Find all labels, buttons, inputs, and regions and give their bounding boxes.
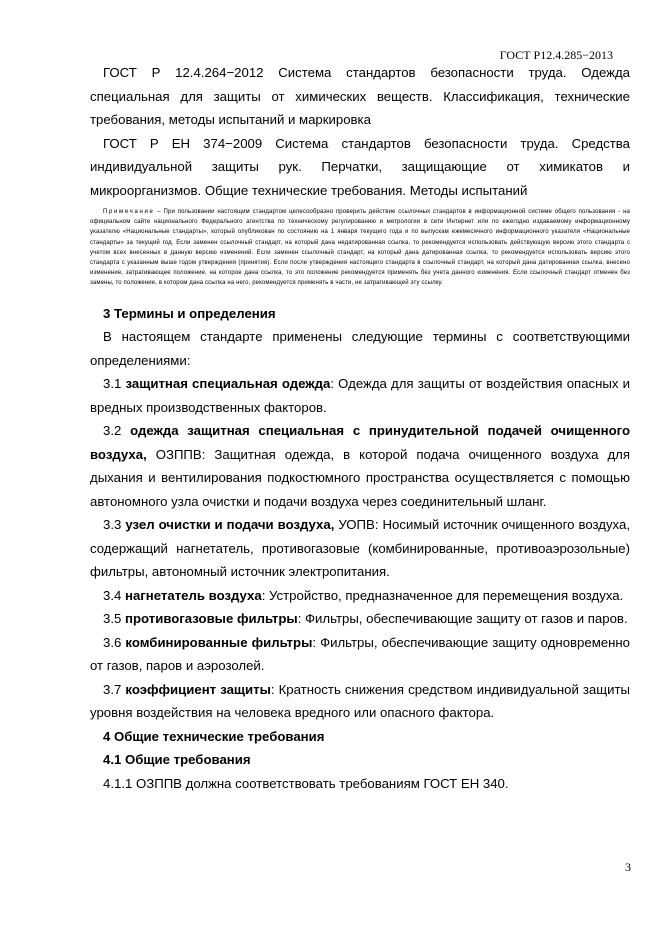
term-3-4 xyxy=(90,584,630,608)
term-definition: Защитная одежда, в которой подача очищенного воздуха для дыхания и вентилирования подкостюмного пространства осуществляется с помощью автономного узла очистки и подачи воздуха через соединительный шланг. xyxy=(90,446,630,509)
document-body xyxy=(90,61,630,795)
term-definition: Кратность снижения средством индивидуальной защиты уровня воздействия на человека вредного или опасного фактора. xyxy=(90,681,630,721)
reference-gost-12-4-264: ГОСТ Р 12.4.264−2012 Система стандартов безопасности труда. Одежда специальная для защиты от химических веществ. Классификация, технические требования, методы испытаний и маркировка xyxy=(90,65,630,127)
term-name: коэффициент защиты xyxy=(125,681,271,697)
term-3-3 xyxy=(90,513,630,584)
term-definition: Фильтры, обеспечивающие защиту от газов и паров. xyxy=(305,611,628,627)
term-name: комбинированные фильтры xyxy=(125,634,313,650)
term-name: защитная специальная одежда xyxy=(125,376,331,392)
term-separator: : xyxy=(297,611,306,627)
term-separator: : xyxy=(330,376,339,392)
term-name: одежда защитная специальная с принудительной подачей очищенного воздуха, xyxy=(90,423,630,462)
section-4-1-title: 4.1 Общие требования xyxy=(103,752,251,768)
note-text: – При пользовании настоящим стандартом целесообразно проверить действие ссылочных стандартов в информационной системе общего пользования - на официальном сайте национального Федерального агентства по техническому регулированию и метрологии в сети Интернет или по ежегодно издаваемому информационному указателю «Национальные стандарты», который опубликован по состоянию на 1 января текущего года и по выпускам ежемесячного информационного указателя «Национальные стандарты» за текущий год. Если заменен ссылочный стандарт, на который дана недатированная ссылка, то рекомендуется использовать действующую версию этого стандарта с учетом всех внесенных в данную версию изменений. Если заменен ссылочный стандарт, на который дана датированная ссылка, то рекомендуется использовать версию этого стандарта с указанным выше годом утверждения (принятия). Если после утверждения настоящего стандарта в ссылочный стандарт, на который дана датированная ссылка, внесено изменение, затрагивающее положение, на которое дана ссылка, то это положение рекомендуется применять без учета данного изменения. Если ссылочный стандарт отменен без замены, то положение, в котором дана ссылка на него, рекомендуется применять в части, не затрагивающей эту ссылку. xyxy=(90,209,630,287)
reference-gost-en-374: ГОСТ Р ЕН 374−2009 Система стандартов безопасности труда. Средства индивидуальной защиты рук. Перчатки, защищающие от химикатов и микроорганизмов. Общие технические требования. Методы испытаний xyxy=(90,135,630,198)
term-definition: Фильтры, обеспечивающие защиту одновременно от газов, паров и аэрозолей. xyxy=(90,634,631,674)
term-name: нагнетатель воздуха xyxy=(125,587,262,603)
section-3-intro: В настоящем стандарте применены следующие термины с соответствующими определениями: xyxy=(90,329,630,368)
term-number: 3.5 xyxy=(103,611,125,627)
term-definition: Носимый источник очищенного воздуха, содержащий нагнетатель, противогазовые (комбинированные, противоаэрозольные) фильтры, автономный источник электропитания. xyxy=(90,517,630,580)
page-number: 3 xyxy=(625,860,631,874)
term-separator: : xyxy=(312,634,321,650)
term-number: 3.7 xyxy=(103,681,126,697)
term-definition: Одежда для защиты от воздействия опасных и вредных производственных факторов. xyxy=(90,376,631,415)
term-3-7 xyxy=(90,678,630,725)
term-number: 3.6 xyxy=(103,634,126,650)
term-number: 3.4 xyxy=(103,587,125,603)
term-separator: УОПВ: xyxy=(338,517,383,533)
note-label: Примечание xyxy=(103,209,155,215)
header-standard-code: ГОСТ Р12.4.285−2013 xyxy=(499,48,613,62)
term-number: 3.3 xyxy=(103,517,126,533)
term-3-1 xyxy=(90,372,630,419)
term-number: 3.2 xyxy=(103,423,131,439)
term-name: противогазовые фильтры xyxy=(125,611,298,627)
term-3-2 xyxy=(90,419,630,513)
term-3-6 xyxy=(90,631,630,678)
normative-note xyxy=(90,207,630,289)
term-separator: : xyxy=(270,681,279,697)
section-4-1-1-para: 4.1.1 ОЗППВ должна соответствовать требованиям ГОСТ ЕН 340. xyxy=(103,775,509,791)
section-4-title: 4 Общие технические требования xyxy=(103,728,325,744)
term-separator: : xyxy=(261,587,270,603)
term-separator: ОЗППВ: xyxy=(155,446,215,462)
term-definition: Устройство, предназначенное для перемещения воздуха. xyxy=(269,587,624,603)
term-name: узел очистки и подачи воздуха, xyxy=(125,517,339,533)
section-3-title: 3 Термины и определения xyxy=(103,305,276,321)
term-number: 3.1 xyxy=(103,376,126,392)
term-3-5 xyxy=(90,607,630,631)
